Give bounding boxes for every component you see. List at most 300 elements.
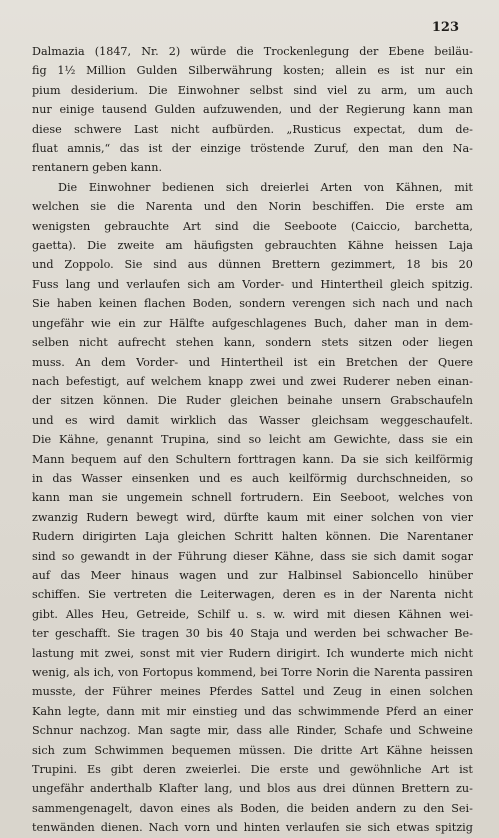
- text-line: [32, 760, 473, 779]
- word: Art: [360, 743, 379, 757]
- word: können.: [103, 394, 149, 408]
- word: aus: [296, 782, 317, 796]
- text-line: [32, 702, 473, 721]
- text-line: [32, 61, 473, 80]
- word: und: [198, 471, 221, 485]
- text-line: [32, 353, 473, 372]
- word: Die: [58, 180, 78, 194]
- text-line: [32, 682, 473, 701]
- word: Die: [250, 763, 270, 777]
- word: dem: [101, 355, 126, 369]
- body-text: [32, 42, 473, 838]
- word: keinen: [98, 297, 137, 311]
- word: Silberwährung: [188, 64, 273, 78]
- word: drei: [322, 782, 346, 796]
- text-line: [32, 275, 473, 294]
- word: Schilf: [197, 607, 230, 621]
- word: und: [226, 568, 249, 582]
- word: Narenta: [145, 200, 193, 214]
- word: 40: [229, 627, 244, 641]
- word: gezimmert,: [330, 258, 396, 272]
- text-line: [32, 721, 473, 740]
- word: diese: [32, 122, 62, 136]
- word: Fuss: [32, 277, 59, 291]
- word: passiren: [424, 666, 473, 679]
- word: Boden,: [240, 801, 280, 815]
- word: sie: [101, 491, 118, 505]
- word: Leiterwagen,: [199, 588, 275, 602]
- word: Rudern: [228, 646, 271, 660]
- word: beiläu-: [434, 45, 473, 58]
- word: selben: [32, 336, 69, 350]
- word: fluat: [32, 142, 58, 156]
- text-line: [32, 81, 473, 100]
- text-line: [32, 508, 473, 527]
- page-number: 123: [431, 20, 459, 35]
- word: dirigirten: [82, 530, 137, 544]
- word: bei: [260, 666, 278, 679]
- word: Sie: [32, 297, 50, 311]
- word: dienen.: [100, 821, 143, 835]
- word: Brettern: [401, 782, 450, 796]
- word: gebrauchte: [104, 219, 170, 233]
- word: wenig,: [32, 666, 70, 679]
- word: flachen: [144, 297, 186, 311]
- word: sitzen: [358, 336, 393, 350]
- word: einsenken: [131, 471, 190, 485]
- word: Pferd: [385, 704, 417, 718]
- word: die: [286, 801, 304, 815]
- word: Regierung: [345, 103, 406, 117]
- text-line: [32, 644, 473, 663]
- word: schwacher: [386, 627, 448, 641]
- word: Laja: [144, 530, 170, 544]
- word: zwei,: [104, 646, 135, 660]
- word: fig: [32, 64, 47, 78]
- word: wagen: [179, 568, 217, 582]
- text-line: [32, 217, 473, 236]
- word: vertreten: [113, 588, 167, 602]
- text-line: [32, 333, 473, 352]
- word: sagte: [169, 724, 201, 738]
- word: Man: [137, 724, 163, 738]
- word: Zuruf,: [314, 142, 349, 156]
- word: bequemen: [171, 743, 231, 757]
- word: damit: [402, 549, 436, 563]
- word: nachzog.: [79, 724, 131, 738]
- word: und: [32, 413, 54, 427]
- word: am: [165, 239, 183, 253]
- word: man: [448, 103, 473, 117]
- word: und: [285, 627, 308, 641]
- word: Wasser: [81, 471, 123, 485]
- word: der: [152, 549, 172, 563]
- word: den: [236, 200, 258, 214]
- word: dünnen: [218, 258, 261, 272]
- word: Einwohner: [88, 180, 151, 194]
- word: mich: [410, 646, 439, 660]
- word: gleich: [390, 277, 425, 291]
- word: und: [97, 277, 120, 291]
- word: und: [302, 685, 325, 699]
- word: Da: [340, 452, 357, 466]
- word: allein: [335, 64, 367, 78]
- word: Sattel: [260, 685, 295, 699]
- word: sie: [90, 200, 107, 214]
- word: vier: [200, 646, 223, 660]
- word: tausend: [101, 103, 147, 117]
- word: ist: [459, 763, 473, 777]
- word: alle: [268, 724, 290, 738]
- word: sind: [32, 549, 56, 563]
- word: lastung: [32, 646, 75, 660]
- word: zum: [62, 743, 87, 757]
- word: um: [417, 83, 436, 97]
- word: mir,: [207, 724, 230, 738]
- word: damit: [126, 413, 159, 427]
- word: und: [203, 200, 226, 214]
- word: und: [216, 821, 238, 835]
- word: liegen: [438, 336, 473, 350]
- text-line: [32, 566, 473, 585]
- word: wird: [293, 607, 319, 621]
- word: spitzig: [435, 821, 473, 835]
- text-line: [32, 120, 473, 139]
- word: diesen: [353, 607, 391, 621]
- word: Wasser: [259, 413, 300, 427]
- word: kann.: [302, 452, 334, 466]
- word: sonst: [140, 646, 170, 660]
- word: verengen: [292, 297, 346, 311]
- word: dreierlei: [260, 180, 309, 194]
- text-line: [32, 779, 473, 798]
- word: Führer: [112, 685, 152, 699]
- word: Getreide,: [136, 607, 190, 621]
- word: nach: [382, 297, 410, 311]
- word: unsern: [341, 394, 381, 408]
- word: am: [217, 277, 235, 291]
- word: ein: [455, 64, 473, 78]
- word: heissen: [394, 239, 438, 253]
- word: müssen.: [238, 743, 286, 757]
- word: Vorder-: [136, 355, 179, 369]
- word: Meer: [90, 568, 121, 582]
- word: sich: [373, 549, 397, 563]
- word: Art: [183, 219, 201, 233]
- word: Nr.: [141, 45, 159, 58]
- word: zwanzig: [32, 510, 78, 524]
- word: kann,: [223, 336, 256, 350]
- word: An: [75, 355, 91, 369]
- word: 1½: [57, 64, 76, 78]
- word: nicht: [444, 646, 473, 660]
- word: welchen: [32, 200, 80, 214]
- word: spitzig.: [431, 277, 473, 291]
- word: kann: [32, 491, 60, 505]
- word: eines: [180, 801, 211, 815]
- word: den: [422, 142, 444, 156]
- word: Heu,: [101, 607, 129, 621]
- word: beschiffen.: [312, 200, 375, 214]
- word: in: [135, 549, 147, 563]
- word: einer: [443, 704, 473, 718]
- text-line: [32, 469, 473, 488]
- word: Die: [32, 433, 52, 447]
- word: Buch,: [313, 316, 347, 330]
- word: den: [147, 452, 169, 466]
- word: es: [230, 471, 243, 485]
- word: nur: [425, 64, 445, 78]
- word: kosten;: [283, 64, 325, 78]
- word: Sie: [117, 627, 136, 641]
- word: beinahe: [287, 394, 333, 408]
- word: Zoppolo.: [64, 258, 114, 272]
- word: Pferdes: [209, 685, 253, 699]
- word: Halbinsel: [287, 568, 342, 582]
- word: hinten: [243, 821, 280, 835]
- word: verlaufen: [126, 277, 181, 291]
- word: 2): [168, 45, 181, 58]
- word: sondern: [239, 297, 286, 311]
- word: und: [289, 103, 312, 117]
- word: stehen: [175, 336, 214, 350]
- word: Schwimmen: [94, 743, 164, 757]
- word: Die: [87, 239, 107, 253]
- word: gewöhnliche: [349, 763, 422, 777]
- word: Rinder,: [296, 724, 337, 738]
- word: anderthalb: [90, 782, 153, 796]
- word: selbst: [249, 83, 284, 97]
- word: etwas: [396, 821, 430, 835]
- word: welches: [398, 491, 444, 505]
- word: gaetta).: [32, 239, 77, 253]
- word: amnis,“: [67, 142, 111, 156]
- word: sie: [362, 452, 379, 466]
- word: die: [252, 219, 271, 233]
- word: schwimmende: [298, 704, 380, 718]
- word: das: [52, 471, 72, 485]
- word: solchen: [429, 685, 473, 699]
- word: Trockenlegung: [263, 45, 350, 58]
- word: halten: [281, 530, 318, 544]
- text-line: [32, 818, 473, 837]
- word: geben: [92, 161, 131, 175]
- word: Ruderer: [342, 374, 390, 388]
- word: Die: [385, 200, 405, 214]
- word: expectat,: [353, 122, 406, 136]
- word: Nach: [148, 821, 179, 835]
- word: w.: [273, 607, 286, 621]
- word: Einwohner: [177, 83, 240, 97]
- word: schiffen.: [32, 588, 81, 602]
- word: sich: [32, 743, 55, 757]
- word: aufrecht: [117, 336, 166, 350]
- word: arm,: [381, 83, 408, 97]
- word: weggeschaufelt.: [380, 413, 473, 427]
- word: Die: [148, 83, 168, 97]
- word: pium: [32, 83, 61, 97]
- word: einen: [389, 685, 421, 699]
- word: zwei: [249, 374, 276, 388]
- word: den: [358, 142, 380, 156]
- word: 30: [185, 627, 200, 641]
- word: gleichen: [177, 530, 226, 544]
- word: auf: [123, 452, 142, 466]
- word: ter: [32, 627, 49, 641]
- word: heissen: [430, 743, 473, 757]
- word: (Caiccio,: [350, 219, 401, 233]
- word: dem-: [444, 316, 473, 330]
- word: Staja: [250, 627, 280, 641]
- text-line: [32, 430, 473, 449]
- text-line: [32, 391, 473, 410]
- word: mir: [166, 704, 186, 718]
- word: Last: [133, 122, 159, 136]
- text-line: [32, 624, 473, 643]
- word: der: [359, 45, 379, 58]
- text-line: [32, 741, 473, 760]
- word: Sei-: [451, 801, 473, 815]
- word: Kahn: [32, 704, 62, 718]
- text-line: [32, 197, 473, 216]
- word: nicht: [79, 336, 108, 350]
- word: Kähne,: [59, 433, 99, 447]
- word: dieser: [233, 549, 269, 563]
- word: dritte: [320, 743, 353, 757]
- word: hinaus: [131, 568, 169, 582]
- word: einige: [59, 103, 95, 117]
- text-line: [32, 488, 473, 507]
- word: nach: [445, 297, 473, 311]
- word: deren: [142, 763, 176, 777]
- word: als: [73, 666, 90, 679]
- text-line: [32, 139, 473, 158]
- word: ein: [118, 316, 136, 330]
- word: Kähnen,: [395, 180, 443, 194]
- word: Ruder: [185, 394, 221, 408]
- word: leicht: [268, 433, 301, 447]
- word: befestigt,: [66, 374, 120, 388]
- word: Norin: [316, 666, 349, 679]
- text-line: [32, 605, 473, 624]
- word: Schritt: [234, 530, 274, 544]
- word: zur: [143, 316, 162, 330]
- text-line: [32, 585, 473, 604]
- word: wird,: [186, 510, 216, 524]
- word: am: [455, 200, 473, 214]
- word: Art: [431, 763, 450, 777]
- word: von: [118, 666, 139, 679]
- word: als: [217, 801, 234, 815]
- word: Gulden: [154, 103, 196, 117]
- word: viel: [327, 83, 348, 97]
- word: man: [394, 316, 419, 330]
- word: Die: [379, 530, 399, 544]
- text-line: [32, 236, 473, 255]
- text-line: [32, 663, 473, 682]
- word: desiderium.: [70, 83, 139, 97]
- word: Boden,: [192, 297, 233, 311]
- word: die: [174, 588, 193, 602]
- word: geschafft.: [55, 627, 111, 641]
- word: muss.: [32, 355, 65, 369]
- word: sondern: [265, 336, 312, 350]
- word: Torre: [281, 666, 313, 679]
- word: sammengenagelt,: [32, 801, 133, 815]
- word: 20: [458, 258, 473, 272]
- text-line: [32, 42, 473, 61]
- word: Kähne: [386, 743, 423, 757]
- word: aufgeschlagenes: [211, 316, 307, 330]
- word: lang: [65, 277, 91, 291]
- word: Ebene: [388, 45, 425, 58]
- word: meines: [160, 685, 201, 699]
- word: oder: [402, 336, 429, 350]
- text-line: [32, 450, 473, 469]
- word: kommend,: [196, 666, 257, 679]
- word: Seeboote: [284, 219, 337, 233]
- word: bei: [362, 627, 381, 641]
- word: aufzuwenden,: [203, 103, 283, 117]
- word: Schnur: [32, 724, 73, 738]
- text-line: [32, 100, 473, 119]
- text-line: [32, 314, 473, 333]
- word: knapp: [208, 374, 244, 388]
- word: sie: [431, 433, 448, 447]
- word: und: [389, 724, 412, 738]
- word: rentanern: [32, 161, 93, 175]
- word: erste: [415, 200, 445, 214]
- word: erste: [279, 763, 309, 777]
- word: dass: [398, 433, 424, 447]
- word: Seeboot,: [340, 491, 390, 505]
- word: und: [282, 374, 304, 388]
- word: keilförmig: [414, 452, 473, 466]
- word: sind: [217, 433, 241, 447]
- word: am: [308, 433, 326, 447]
- word: Gulden: [136, 64, 178, 78]
- word: keilförmig: [288, 471, 347, 485]
- word: an: [423, 704, 438, 718]
- word: gebrauchten: [264, 239, 337, 253]
- word: hinüber: [428, 568, 473, 582]
- word: es: [323, 588, 336, 602]
- word: ungemein: [126, 491, 183, 505]
- word: Hintertheil: [320, 277, 383, 291]
- word: mit: [454, 180, 473, 194]
- word: der: [319, 103, 339, 117]
- word: Grabschaufeln: [390, 394, 473, 408]
- word: Klafter: [158, 782, 198, 796]
- word: Arten: [320, 180, 353, 194]
- word: Führung: [177, 549, 227, 563]
- word: deren: [282, 588, 316, 602]
- word: einstieg: [192, 704, 238, 718]
- word: zu: [403, 801, 417, 815]
- word: der: [32, 394, 52, 408]
- word: von: [452, 491, 473, 505]
- word: ist: [400, 64, 415, 78]
- word: Narenta: [389, 588, 437, 602]
- word: Sie: [88, 588, 106, 602]
- word: Norin: [268, 200, 302, 214]
- word: Ich: [326, 646, 345, 660]
- word: Sabioncello: [352, 568, 419, 582]
- word: sich: [385, 452, 409, 466]
- word: vier: [451, 510, 473, 524]
- word: in: [426, 316, 438, 330]
- word: sich: [352, 297, 376, 311]
